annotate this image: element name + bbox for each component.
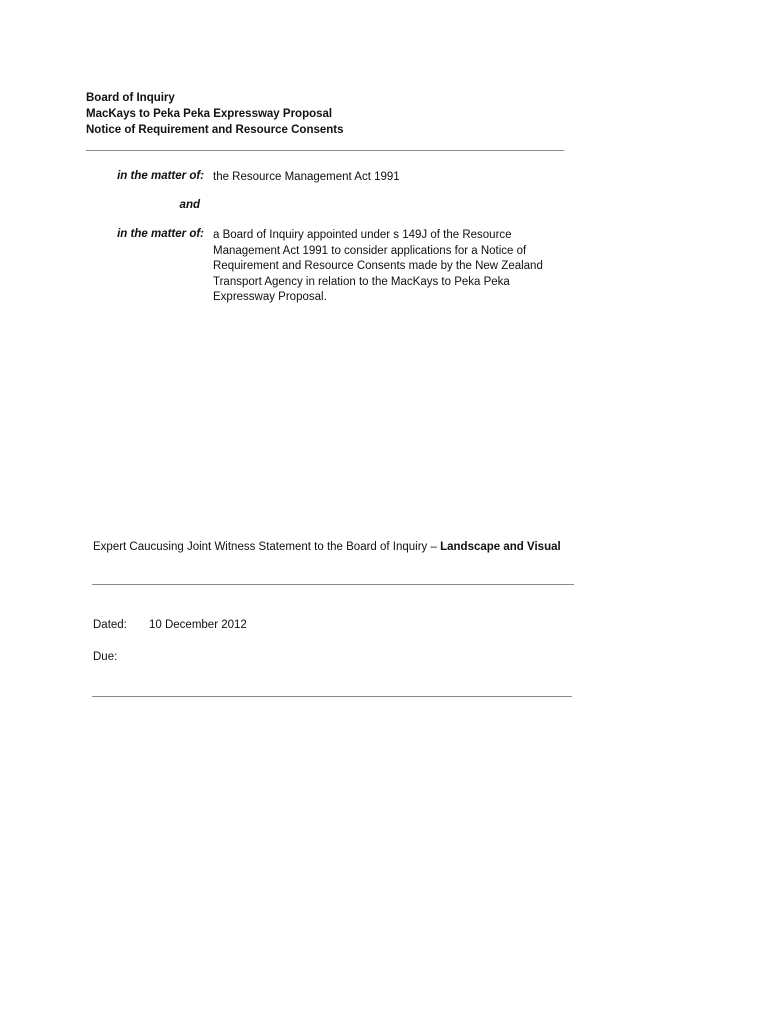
header-title: Board of Inquiry	[86, 92, 175, 104]
header-divider	[86, 150, 564, 151]
matter-label-2: in the matter of:	[117, 228, 204, 240]
statement-title	[93, 539, 563, 555]
dated-label: Dated:	[93, 619, 127, 631]
header-subtitle: Notice of Requirement and Resource Consents	[86, 124, 344, 136]
due-label: Due:	[93, 651, 118, 663]
statement-divider	[92, 584, 574, 585]
statement-text: Expert Caucusing Joint Witness Statement to the Board of Inquiry –	[93, 541, 441, 553]
document-header	[86, 90, 344, 138]
header-proposal: MacKays to Peka Peka Expressway Proposal	[86, 108, 333, 120]
matter-text-1: the Resource Management Act 1991	[213, 171, 400, 183]
footer-divider	[92, 696, 572, 697]
and-label: and	[179, 199, 200, 211]
dated-value: 10 December 2012	[149, 619, 247, 631]
matter-label-1: in the matter of:	[117, 170, 204, 182]
matter-text-2: a Board of Inquiry appointed under s 149J of the Resource Management Act 1991 to consider applications for a Notice of Requirement and Resource Consents made by the New Zealand Transport Agency in relation to the MacKays to Peka Peka Expressway Proposal.	[213, 229, 543, 303]
statement-bold-text: Landscape and Visual	[440, 541, 561, 553]
